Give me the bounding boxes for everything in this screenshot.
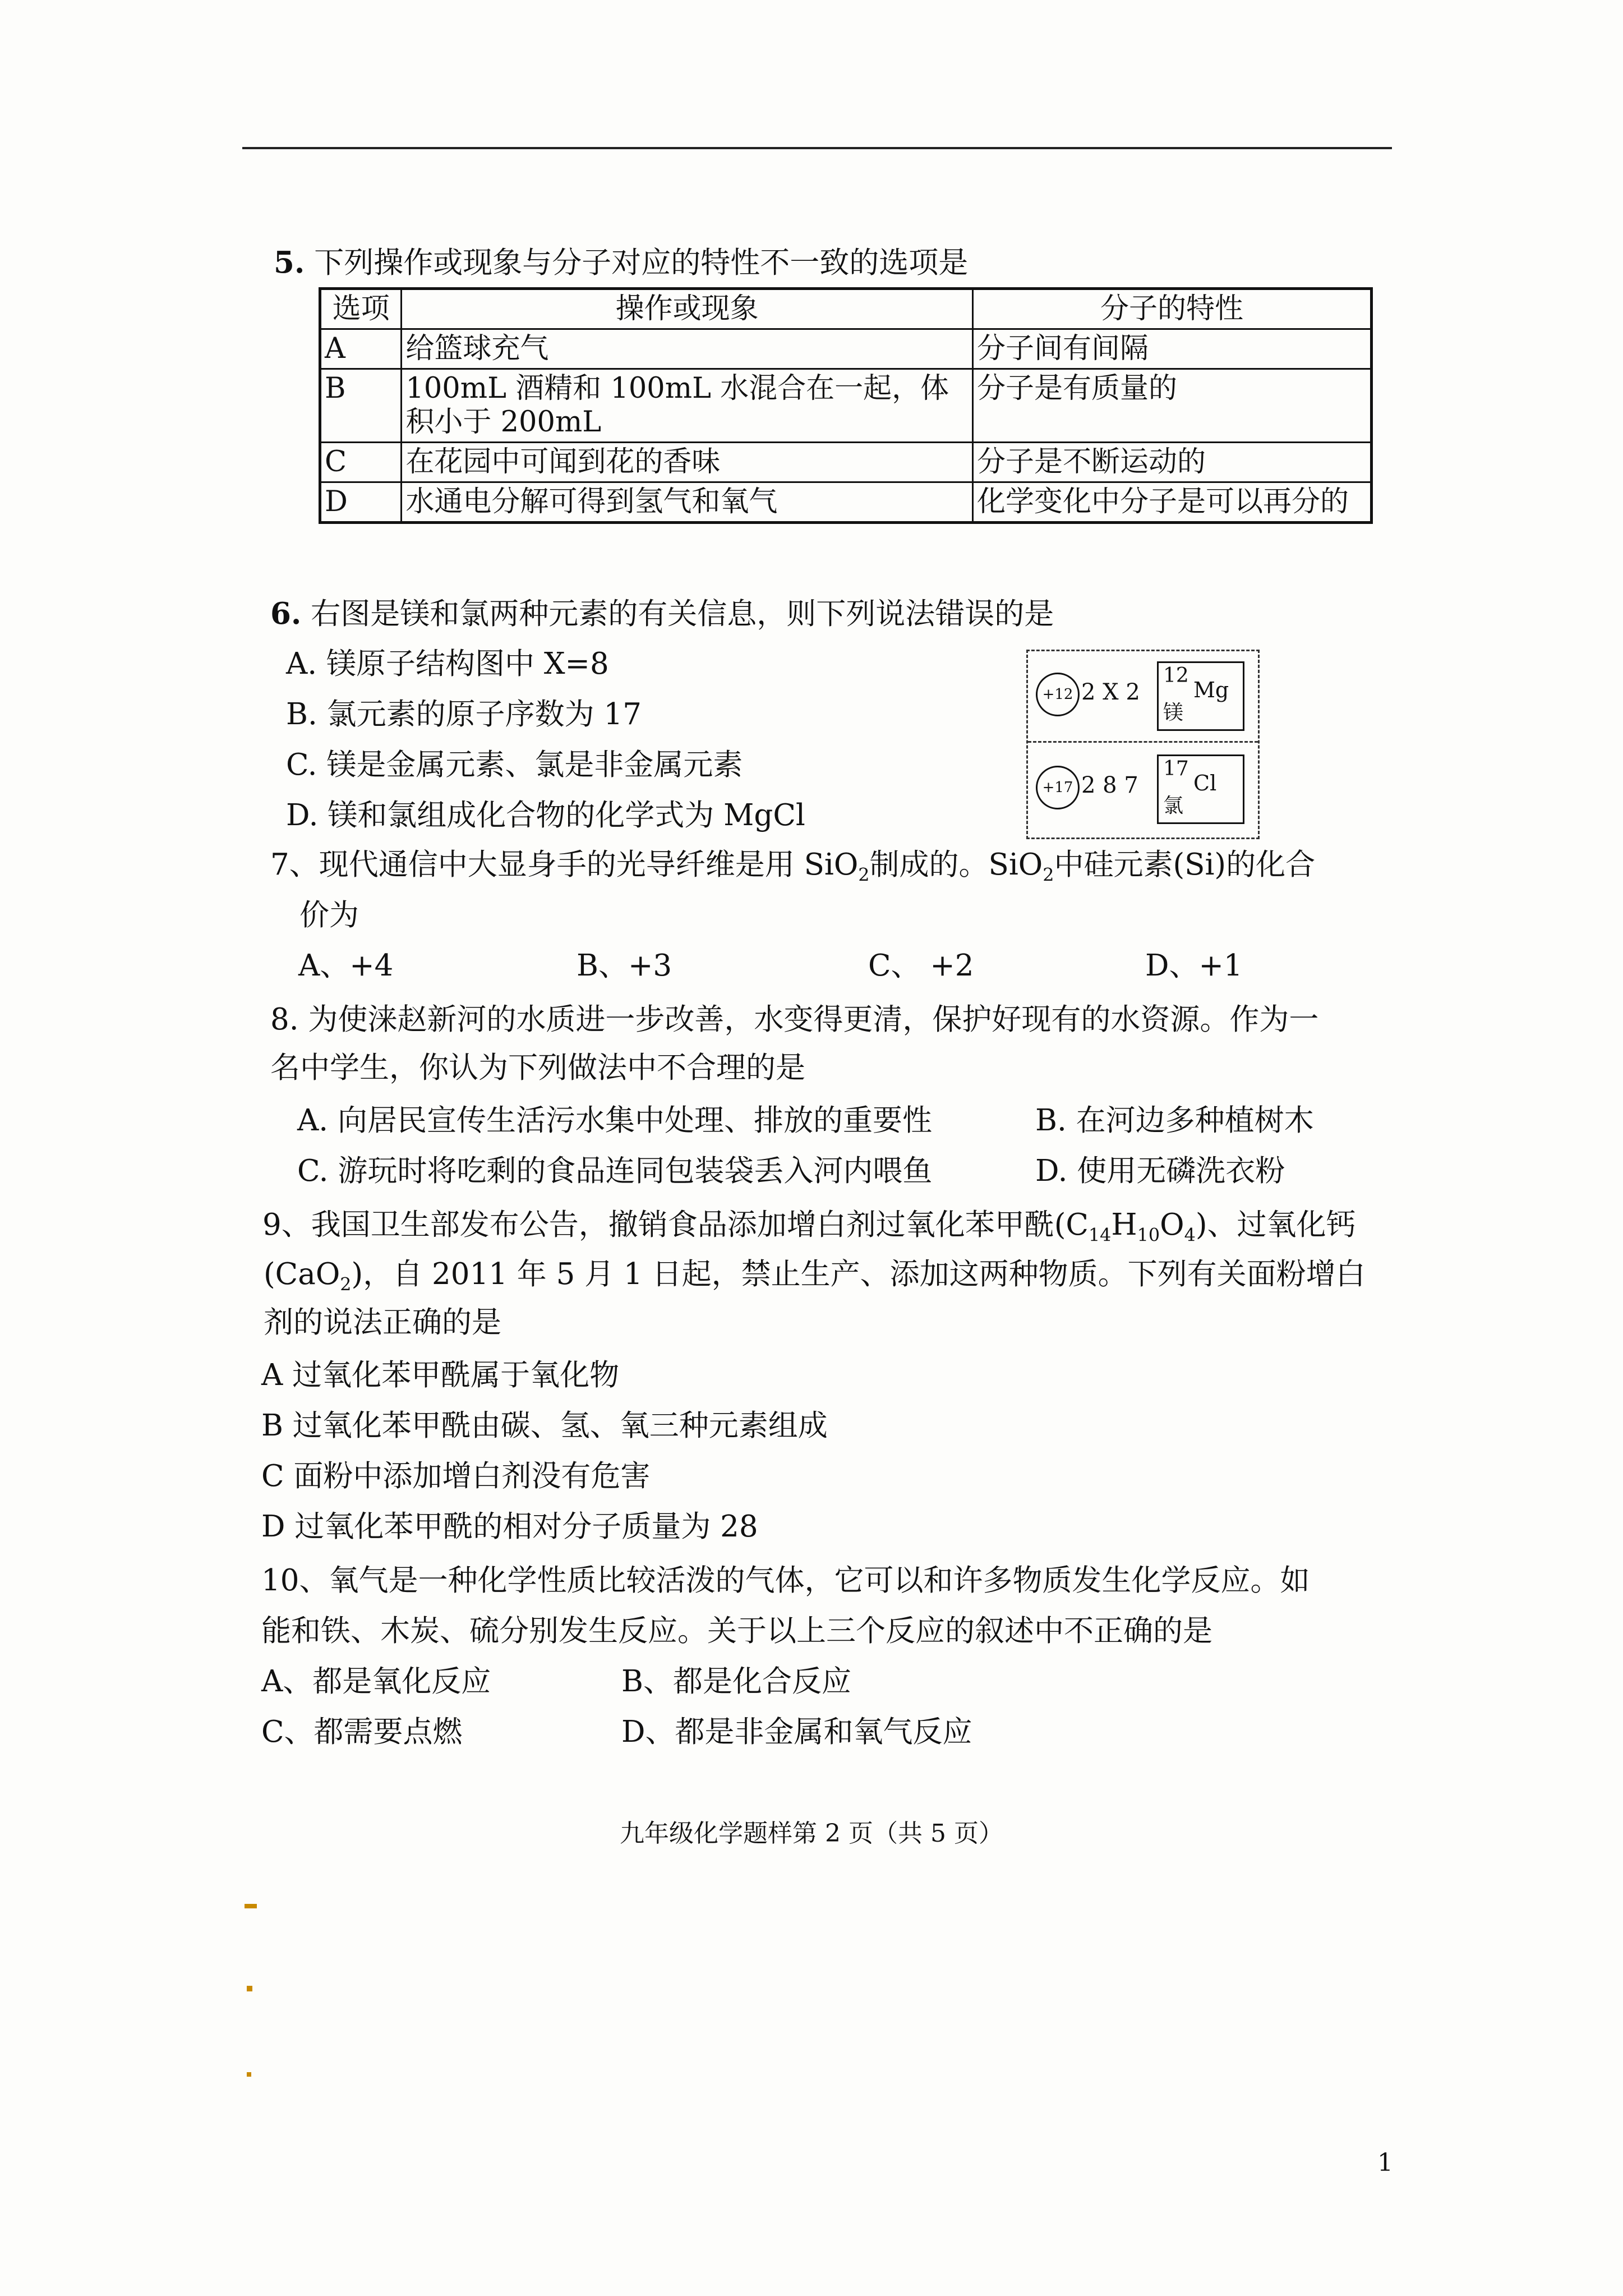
mg-info: [1028, 655, 1258, 739]
page-footer: 九年级化学题样第 2 页（共 5 页）: [620, 1819, 1003, 1848]
q9-option-a: A 过氧化苯甲酰属于氧化物: [261, 1358, 620, 1392]
q10-line2: 能和铁、木炭、硫分别发生反应。关于以上三个反应的叙述中不正确的是: [261, 1614, 1212, 1648]
q7-option-b: B、+3: [577, 949, 672, 983]
q6-option-a: A. 镁原子结构图中 X=8: [286, 647, 609, 681]
q8-option-b: B. 在河边多种植树木: [1035, 1103, 1314, 1138]
q7-line2: 价为: [299, 898, 359, 932]
q7-option-a: A、+4: [298, 949, 394, 983]
cell-phenomenon: 水通电分解可得到氢气和氧气: [402, 482, 973, 523]
header-phenomenon: 操作或现象: [402, 289, 973, 329]
q6-option-b: B. 氯元素的原子序数为 17: [286, 697, 642, 731]
cl-atomic-number: 17: [1163, 757, 1189, 780]
q8-option-a: A. 向居民宣传生活污水集中处理、排放的重要性: [297, 1103, 932, 1138]
q7-line1: 7、现代通信中大显身手的光导纤维是用 SiO$_2$制成的。SiO$_2$中硅元素(Si)的化合: [270, 848, 1316, 886]
cl-symbol: Cl: [1193, 771, 1217, 795]
header-property: 分子的特性: [972, 289, 1371, 329]
mg-symbol: Mg: [1193, 678, 1229, 702]
q5-stem: 5. 下列操作或现象与分子对应的特性不一致的选项是: [274, 245, 969, 280]
q5-table: [319, 287, 1373, 524]
q9-line2: (CaO$_2$)，自 2011 年 5 月 1 日起，禁止生产、添加这两种物质。下列有关面粉增白: [264, 1257, 1366, 1295]
cell-phenomenon: 100mL 酒精和 100mL 水混合在一起，体积小于 200mL: [402, 369, 973, 443]
q7-option-d: D、+1: [1145, 949, 1243, 983]
cl-name: 氯: [1163, 794, 1184, 817]
q6-option-c: C. 镁是金属元素、氯是非金属元素: [286, 748, 743, 782]
q8-option-c: C. 游玩时将吃剩的食品连同包装袋丢入河内喂鱼: [297, 1154, 933, 1188]
q7-option-c: C、 +2: [868, 949, 974, 983]
table-header-row: [320, 289, 1372, 329]
q10-option-d: D、都是非金属和氧气反应: [621, 1715, 972, 1749]
q6-stem: 6. 右图是镁和氯两种元素的有关信息，则下列说法错误的是: [270, 596, 1054, 631]
mg-shells: 2 X 2: [1081, 679, 1140, 705]
q8-line2: 名中学生，你认为下列做法中不合理的是: [270, 1051, 805, 1085]
q8-line1: 8. 为使涞赵新河的水质进一步改善，水变得更清，保护好现有的水资源。作为一: [270, 1002, 1319, 1037]
divider: [1028, 741, 1258, 743]
table-row: [320, 443, 1372, 482]
q6-option-d: D. 镁和氯组成化合物的化学式为 MgCl: [286, 798, 805, 832]
q10-option-b: B、都是化合反应: [621, 1664, 851, 1699]
q10-option-a: A、都是氧化反应: [261, 1664, 491, 1699]
table-row: [320, 329, 1372, 369]
cell-option: C: [320, 443, 402, 482]
mg-name: 镁: [1163, 701, 1184, 724]
cell-property: 分子是不断运动的: [972, 443, 1371, 482]
cell-phenomenon: 在花园中可闻到花的香味: [402, 443, 973, 482]
scan-mark: [247, 1986, 252, 1991]
cell-property: 分子间有间隔: [972, 329, 1371, 369]
cell-option: A: [320, 329, 402, 369]
q8-option-d: D. 使用无磷洗衣粉: [1035, 1154, 1285, 1188]
cell-property: 分子是有质量的: [972, 369, 1371, 443]
table-row: [320, 369, 1372, 443]
q9-option-d: D 过氧化苯甲酰的相对分子质量为 28: [261, 1510, 758, 1544]
scan-mark: [245, 1904, 257, 1908]
cl-element-card: [1157, 754, 1244, 824]
cell-option: D: [320, 482, 402, 523]
q9-line1: 9、我国卫生部发布公告，撤销食品添加增白剂过氧化苯甲酰$(C_{14}H_{10}O_4)$、过氧化钙: [262, 1208, 1356, 1246]
q9-line3: 剂的说法正确的是: [264, 1305, 501, 1340]
cell-property: 化学变化中分子是可以再分的: [972, 482, 1371, 523]
mg-atomic-number: 12: [1163, 664, 1189, 687]
q10-line1: 10、氧气是一种化学性质比较活泼的气体，它可以和许多物质发生化学反应。如: [261, 1563, 1310, 1598]
header-rule: [242, 147, 1392, 149]
cell-phenomenon: 给篮球充气: [402, 329, 973, 369]
table-row: [320, 482, 1372, 523]
header-option: 选项: [320, 289, 402, 329]
q10-option-c: C、都需要点燃: [261, 1715, 463, 1749]
cl-nucleus: +17: [1036, 766, 1080, 809]
page-number: 1: [1377, 2148, 1393, 2177]
cl-info: [1028, 748, 1258, 832]
q9-option-c: C 面粉中添加增白剂没有危害: [261, 1459, 651, 1493]
mg-cl-element-diagram: [1026, 650, 1260, 839]
cl-shells: 2 8 7: [1081, 772, 1138, 798]
scan-mark: [247, 2072, 251, 2077]
mg-nucleus: +12: [1036, 673, 1080, 716]
mg-element-card: [1157, 661, 1244, 731]
q9-option-b: B 过氧化苯甲酰由碳、氢、氧三种元素组成: [261, 1409, 828, 1443]
cell-option: B: [320, 369, 402, 443]
